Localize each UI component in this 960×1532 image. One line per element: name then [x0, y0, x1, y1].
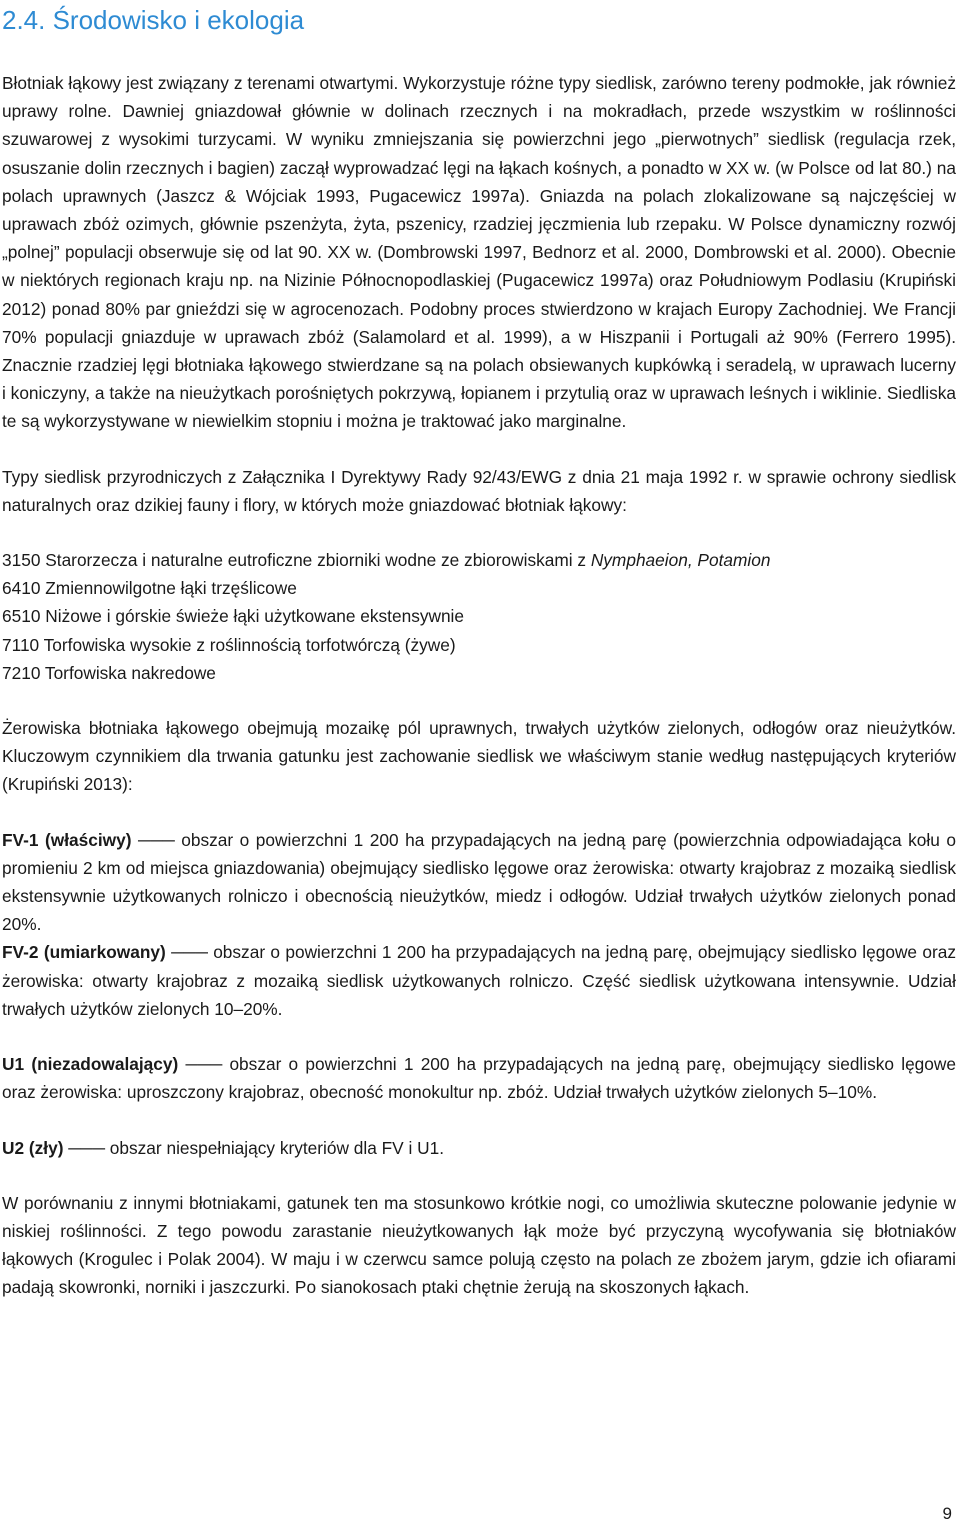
habitat-item-7110: 7110 Torfowiska wysokie z roślinnością torfotwórczą (żywe): [2, 634, 456, 655]
habitat-list: [2, 546, 956, 687]
habitat-item-7210: 7210 Torfowiska nakredowe: [2, 662, 216, 683]
criterion-fv2: [2, 938, 956, 1023]
criterion-u2-label: U2 (zły): [2, 1137, 64, 1158]
habitat-item-6510: 6510 Niżowe i górskie świeże łąki użytkowane ekstensywnie: [2, 606, 465, 627]
criterion-u2-text: ─── obszar niespełniający kryteriów dla FV i U1.: [63, 1137, 445, 1158]
paragraph-habitat-types-intro: Typy siedlisk przyrodniczych z Załącznika I Dyrektywy Rady 92/43/EWG z dnia 21 maja 1992 r. w sprawie ochrony siedlisk naturalnych oraz dzikiej fauny i flory, w których może gniazdować błotniak łąkowy:: [2, 466, 956, 515]
paragraph-habitat-intro: Błotniak łąkowy jest związany z terenami otwartymi. Wykorzystuje różne typy siedlisk, zarówno tereny podmokłe, jak również uprawy rolne. Dawniej gniazdował głównie w dolinach rzecznych i na mokradłach, przede wszystkim w roślinności szuwarowej z wysokimi turzycami. W wyniku zmniejszania się powierzchni jego „pierwotnych” siedlisk (regulacja rzek, osuszanie dolin rzecznych i bagien) zaczął wyprowadzać lęgi na łąkach kośnych, a ponadto w XX w. (w Polsce od lat 80.) na polach uprawnych (Jaszcz & Wójciak 1993, Pugacewicz 1997a). Gniazda na polach zlokalizowane są najczęściej w uprawach zbóż ozimych, głównie pszenżyta, żyta, pszenicy, rzadziej jęczmienia lub rzepaku. W Polsce dynamiczny rozwój „polnej” populacji obserwuje się od lat 90. XX w. (Dombrowski 1997, Bednorz et al. 2000, Dombrowski et al. 2000). Obecnie w niektórych regionach kraju np. na Nizinie Północnopodlaskiej (Pugacewicz 1997a) oraz Południowym Podlasiu (Krupiński 2012) ponad 80% par gnieździ się w agrocenozach. Podobny proces stwierdzono w krajach Europy Zachodniej. We Francji 70% populacji gniazduje w uprawach zbóż (Salamolard et al. 1999), a w Hiszpanii i Portugali aż 90% (Ferrero 1995). Znacznie rzadziej lęgi błotniaka łąkowego stwierdzane są na polach obsiewanych kupkówką i seradelą, w uprawach lucerny i koniczyny, a także na nieużytkach porośniętych pokrzywą, łopianem i przytulią oraz w uprawach leśnych i wiklinie. Siedliska te są wykorzystywane w niewielkim stopniu i można je traktować jako marginalne.: [2, 73, 956, 432]
criterion-fv2-label: FV-2 (umiarkowany): [2, 942, 166, 963]
criterion-fv1: [2, 826, 956, 939]
criterion-u1-label: U1 (niezadowalający): [2, 1054, 179, 1075]
page-number: 9: [942, 1504, 952, 1523]
criterion-fv1-text: ─── obszar o powierzchni 1 200 ha przypadających na jedną parę (powierzchnia odpowiadająca kołu o promieniu 2 km od miejsca gniazdowania) obejmujący siedlisko lęgowe oraz żerowiska: otwarty krajobraz z mozaiką siedlisk ekstensywnie użytkowanych rolniczo i obecnością nieużytków, miedz i odłogów. Udział trwałych użytków zielonych ponad 20%.: [2, 829, 956, 935]
criterion-u2: [2, 1134, 956, 1162]
section-heading: 2.4. Środowisko i ekologia: [2, 5, 305, 35]
criterion-u1: [2, 1050, 956, 1106]
criterion-fv2-text: ─── obszar o powierzchni 1 200 ha przypadających na jedną parę, obejmujący siedlisko lęgowe oraz żerowiska: otwarty krajobraz z mozaiką siedlisk użytkowanych rolniczo. Część siedlisk użytkowana intensywnie. Udział trwałych użytków zielonych 10–20%.: [2, 942, 956, 1019]
document-body: [2, 69, 956, 1329]
habitat-item-3150: [2, 546, 956, 574]
paragraph-foraging: Żerowiska błotniaka łąkowego obejmują mozaikę pól uprawnych, trwałych użytków zielonych, odłogów oraz nieużytków. Kluczowym czynnikiem dla trwania gatunku jest zachowanie siedlisk we właściwym stanie według następujących kryteriów (Krupiński 2013):: [2, 718, 956, 795]
criterion-fv1-label: FV-1 (właściwy): [2, 829, 132, 850]
habitat-item-italic: Nymphaeion, Potamion: [590, 550, 771, 571]
habitat-item-6410: 6410 Zmiennowilgotne łąki trzęślicowe: [2, 578, 297, 599]
criterion-u1-text: ─── obszar o powierzchni 1 200 ha przypadających na jedną parę, obejmujący siedlisko lęgowe oraz żerowiska: uproszczony krajobraz, obecność monokultur np. zbóż. Udział trwałych użytków zielonych 5–10%.: [2, 1054, 956, 1103]
paragraph-hunting: W porównaniu z innymi błotniakami, gatunek ten ma stosunkowo krótkie nogi, co umożliwia skuteczne polowanie jedynie w niskiej roślinności. Z tego powodu zarastanie nieużytkowanych łąk może być przyczyną wycofywania się błotniaków łąkowych (Krogulec i Polak 2004). W maju i w czerwcu samce polują często na polach ze zbożem jarym, gdzie ich ofiarami padają skowronki, norniki i jaszczurki. Po sianokosach ptaki chętnie żerują na skoszonych łąkach.: [2, 1192, 956, 1298]
habitat-item-text: 3150 Starorzecza i naturalne eutroficzne zbiorniki wodne ze zbiorowiskami z: [2, 550, 591, 571]
